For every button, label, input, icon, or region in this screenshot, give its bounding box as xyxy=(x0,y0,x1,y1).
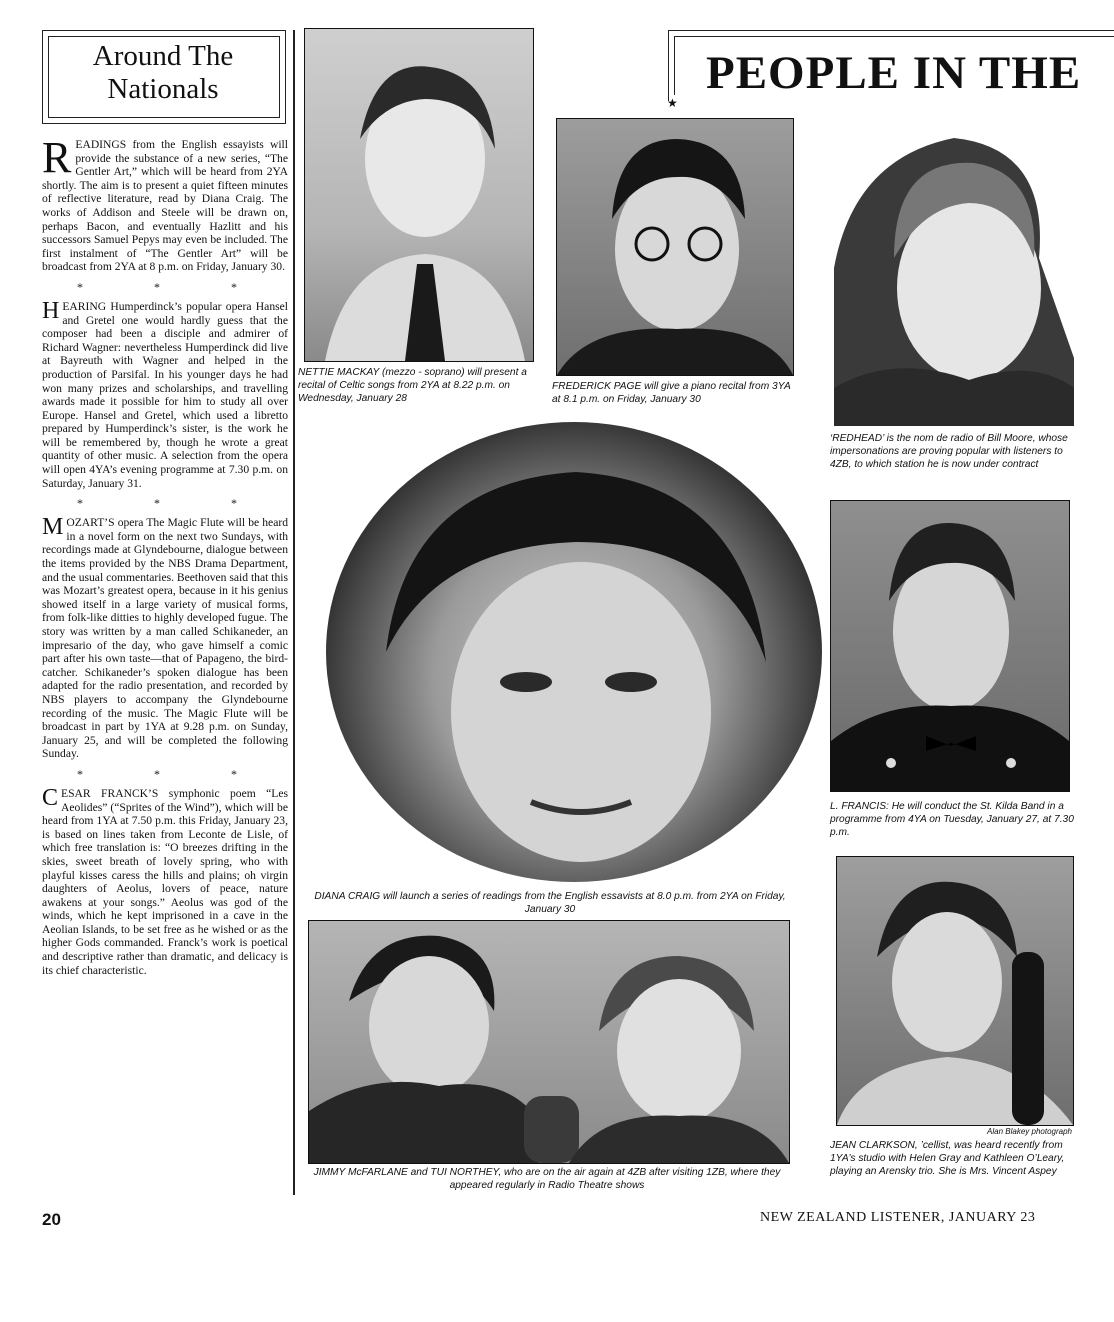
photo-l-francis xyxy=(830,500,1070,792)
news-item-text: ESAR FRANCK’S symphonic poem “Les Aeolides” (“Sprites of the Wind”), which will be heard from 1YA at 7.50 p.m. this Friday, January 23, is based on lines taken from Leconte de Lisle, of which free translation is: “O breezes drifting in the skies, sweet breath of lovely spring, who with playful kisses caress the hills and plains; oh virgin daughters of Aeolus, lovers of peace, nature awakens at your songs.” Aeolus was god of the winds, which he kept imprisoned in a cave in the Aeolian Islands, to be set free as he wished or as the higher Gods commanded. Franck’s work is poetical and descriptive rather than dramatic, and delicacy is its chief characteristic. xyxy=(42,786,288,977)
portrait-figure xyxy=(326,422,822,882)
publication-footer: NEW ZEALAND LISTENER, JANUARY 23 xyxy=(760,1210,1036,1225)
drop-cap: R xyxy=(42,133,72,182)
portrait-figure xyxy=(557,119,793,375)
news-item-text: EARING Humperdinck’s popular opera Hansel and Gretel one would hardly guess that the composer had been a disciple and admirer of Richard Wagner: nevertheless Humperdinck did live at Bayreuth with Wagner and helped in the production of Parsifal. In his younger days he had won many prizes and scholarships, and travelling awards made it possible for him to study all over Europe. Hansel and Gretel, which used a libretto prepared by Humperdinck’s sister, is the work he will be remembered by, though he wrote a great quantity of other music. A selection from the opera will open 4YA’s evening programme at 7.30 p.m. on Saturday, January 31. xyxy=(42,299,288,490)
caption-jean-clarkson: JEAN CLARKSON, ’cellist, was heard recently from 1YA’s studio with Helen Gray and Kathleen O’Leary, playing an Arensky trio. She is Mrs. Vincent Aspey xyxy=(830,1140,1065,1177)
news-item xyxy=(42,516,288,761)
portrait-figure xyxy=(831,501,1069,791)
column-divider xyxy=(293,30,295,1195)
portrait-figure xyxy=(305,29,533,361)
news-item xyxy=(42,297,288,490)
news-item xyxy=(42,784,288,977)
caption-jimmy-tui: JIMMY McFARLANE and TUI NORTHEY, who are on the air again at 4ZB after visiting 1ZB, where they appeared regularly in Radio Theatre shows xyxy=(313,1167,781,1191)
page-heading: PEOPLE IN THE xyxy=(706,47,1082,99)
news-item-text: OZART’S opera The Magic Flute will be heard in a novel form on the next two Sundays, with recordings made at Glyndebourne, dialogue between the items provided by the NBS Drama Department, and the usual commentaries. Beethoven said that this was Mozart’s greatest opera, because in it his genius showed itself in a large variety of musical forms, from folk-like ditties to highly developed fugue. The story was written by a man called Schikaneder, an impresario of the day, who gave himself a comic part after his own taste—that of Papageno, the bird-catcher. Schikaneder’s spoken dialogue has been adapted for the radio presentation, and recorded by NBS players to accompany the Glyndebourne recording of the music. The Magic Flute will be broadcast in part by 1YA at 9.28 p.m. on Sunday, January 25, and will be completed the following Sunday. xyxy=(42,516,288,761)
separator: * * * xyxy=(77,279,271,294)
caption-nettie-mackay: NETTIE MACKAY (mezzo - soprano) will present a recital of Celtic songs from 2YA at 8.22 p.m. on Wednesday, January 28 xyxy=(298,367,527,404)
separator: * * * xyxy=(77,766,271,781)
news-column xyxy=(42,133,288,977)
drop-cap: M xyxy=(42,514,64,541)
caption-l-francis: L. FRANCIS: He will conduct the St. Kilda Band in a programme from 4YA on Tuesday, January 27, at 7.30 p.m. xyxy=(830,801,1074,838)
caption-diana-craig: DIANA CRAIG will launch a series of readings from the English essavists at 8.0 p.m. from 2YA on Friday, January 30 xyxy=(314,891,786,915)
photo-credit: Alan Blakey photograph xyxy=(987,1127,1072,1136)
photo-diana-craig xyxy=(326,422,822,882)
page-number: 20 xyxy=(42,1210,61,1229)
star-ornament: ★ xyxy=(667,96,678,110)
photo-nettie-mackay xyxy=(304,28,534,362)
portrait-figure xyxy=(834,118,1074,426)
photo-frederick-page xyxy=(556,118,794,376)
drop-cap: H xyxy=(42,297,60,324)
separator: * * * xyxy=(77,496,271,511)
portrait-figure xyxy=(309,921,789,1163)
caption-frederick-page: FREDERICK PAGE will give a piano recital from 3YA at 8.1 p.m. on Friday, January 30 xyxy=(552,381,791,405)
portrait-figure xyxy=(837,857,1073,1125)
photo-jean-clarkson xyxy=(836,856,1074,1126)
photo-bill-moore xyxy=(834,118,1074,426)
column-title: Around The Nationals xyxy=(92,40,234,105)
news-item-text: EADINGS from the English essayists will provide the substance of a new series, “The Gentler Art,” which will be heard from 2YA shortly. The aim is to present a quiet fifteen minutes of reflective literature, read by Diana Craig. The works of Addison and Steele will be drawn on, perhaps Bacon, and eventually Hazlitt and his successors Samuel Pepys may even be included. The first instalment of “The Gentler Art” will be broadcast from 2YA at 8 p.m. on Friday, January 30. xyxy=(42,138,288,274)
news-item xyxy=(42,133,288,274)
photo-jimmy-tui xyxy=(308,920,790,1164)
caption-bill-moore: ‘REDHEAD’ is the nom de radio of Bill Moore, whose impersonations are proving popular with listeners to 4ZB, to which station he is now under contract xyxy=(830,433,1068,470)
drop-cap: C xyxy=(42,784,59,811)
